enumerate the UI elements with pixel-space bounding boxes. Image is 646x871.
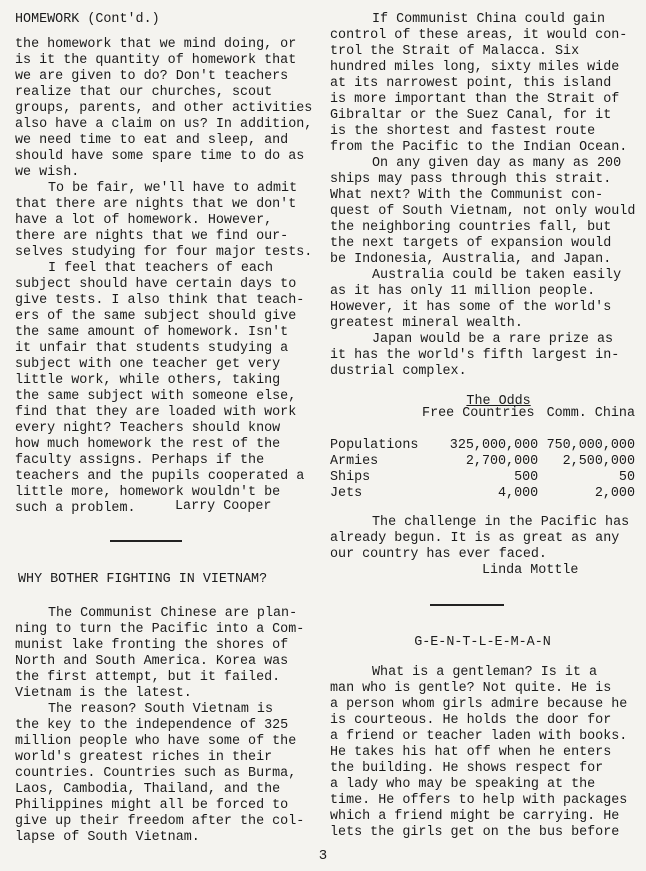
odds-label: Armies (330, 454, 379, 469)
text-line: at its narrowest point, this island (330, 76, 612, 91)
text-line: such a problem. (15, 501, 136, 516)
text-line: is it the quantity of homework that (15, 53, 297, 68)
text-line: hundred miles long, sixty miles wide (330, 60, 620, 75)
text-line: Laos, Cambodia, Thailand, and the (15, 782, 281, 797)
text-line: The reason? South Vietnam is (48, 702, 273, 717)
odds-title: The Odds (466, 394, 531, 409)
text-line: time. He offers to help with packages (330, 793, 628, 808)
text-line: the same amount of homework. Isn't (15, 325, 289, 340)
text-line: On any given day as many as 200 (372, 156, 622, 171)
text-line: the homework that we mind doing, or (15, 37, 297, 52)
text-line: every night? Teachers should know (15, 421, 281, 436)
odds-free-value: 4,000 (498, 486, 539, 501)
text-line: little more, homework wouldn't be (15, 485, 281, 500)
text-line: give up their freedom after the col- (15, 814, 305, 829)
text-line: dustrial complex. (330, 364, 467, 379)
text-line: we need time to eat and sleep, and (15, 133, 289, 148)
text-line: selves studying for four major tests. (15, 245, 313, 260)
text-line: it has the world's fifth largest in- (330, 348, 620, 363)
text-line: should have some spare time to do as (15, 149, 305, 164)
author-signature: Linda Mottle (482, 563, 579, 578)
text-line: subject should have certain days to (15, 277, 297, 292)
odds-row (330, 438, 635, 454)
odds-row (330, 486, 635, 502)
odds-label: Jets (330, 486, 363, 501)
text-line: we wish. (15, 165, 80, 180)
text-line: how much homework the rest of the (15, 437, 281, 452)
odds-label: Populations (330, 438, 419, 453)
text-line: groups, parents, and other activities (15, 101, 313, 116)
text-line: the first attempt, but it failed. (15, 670, 281, 685)
text-line: trol the Strait of Malacca. Six (330, 44, 580, 59)
text-line: the building. He shows respect for (330, 761, 604, 776)
article-heading: WHY BOTHER FIGHTING IN VIETNAM? (18, 572, 268, 587)
text-line: there are nights that we find our- (15, 229, 289, 244)
odds-header-free: Free Countries (422, 406, 535, 421)
odds-china-value: 50 (618, 470, 635, 485)
text-line: we are given to do? Don't teachers (15, 69, 289, 84)
text-line: also have a claim on us? In addition, (15, 117, 313, 132)
text-line: from the Pacific to the Indian Ocean. (330, 140, 628, 155)
page-number: 3 (318, 848, 328, 864)
text-line: North and South America. Korea was (15, 654, 289, 669)
odds-china-value: 2,500,000 (562, 454, 635, 469)
text-line: man who is gentle? Not quite. He is (330, 681, 612, 696)
text-line: If Communist China could gain (372, 12, 606, 27)
odds-free-value: 325,000,000 (449, 438, 539, 453)
odds-free-value: 500 (514, 470, 539, 485)
odds-header-row (330, 406, 635, 422)
text-line: Vietnam is the latest. (15, 686, 192, 701)
text-line: is more important than the Strait of (330, 92, 620, 107)
text-line: give tests. I also think that teach- (15, 293, 305, 308)
text-line: million people who have some of the (15, 734, 297, 749)
odds-china-value: 750,000,000 (546, 438, 635, 453)
text-line: quest of South Vietnam, not only would (330, 204, 636, 219)
text-line: ers of the same subject should give (15, 309, 297, 324)
text-line: ning to turn the Pacific into a Com- (15, 622, 305, 637)
section-divider (110, 540, 182, 542)
text-line: Australia could be taken easily (372, 268, 622, 283)
text-line: a lady who may be speaking at the (330, 777, 596, 792)
text-line: lets the girls get on the bus before (330, 825, 620, 840)
section-divider (430, 604, 504, 606)
text-line: Japan would be a rare prize as (372, 332, 614, 347)
text-line: Philippines might all be forced to (15, 798, 289, 813)
text-line: a friend or teacher laden with books. (330, 729, 628, 744)
text-line: greatest mineral wealth. (330, 316, 523, 331)
odds-label: Ships (330, 470, 371, 485)
article-heading: G-E-N-T-L-E-M-A-N (414, 635, 551, 650)
text-line: which a friend might be carrying. He (330, 809, 620, 824)
text-line: faculty assigns. Perhaps if the (15, 453, 265, 468)
text-line: munist lake fronting the shores of (15, 638, 289, 653)
text-line: it unfair that students studying a (15, 341, 289, 356)
text-line: be Indonesia, Australia, and Japan. (330, 252, 612, 267)
odds-china-value: 2,000 (594, 486, 635, 501)
odds-free-value: 2,700,000 (465, 454, 539, 469)
text-line: control of these areas, it would con- (330, 28, 628, 43)
text-line: the neighboring countries fall, but (330, 220, 612, 235)
text-line: I feel that teachers of each (48, 261, 273, 276)
text-line: as it has only 11 million people. (330, 284, 596, 299)
section-heading: HOMEWORK (Cont'd.) (15, 12, 160, 27)
text-line: the same subject with someone else, (15, 389, 297, 404)
odds-row (330, 470, 635, 486)
text-line: However, it has some of the world's (330, 300, 612, 315)
text-line: world's greatest riches in their (15, 750, 273, 765)
text-line: realize that our churches, scout (15, 85, 273, 100)
text-line: little work, while others, taking (15, 373, 281, 388)
text-line: The challenge in the Pacific has (372, 515, 630, 530)
text-line: countries. Countries such as Burma, (15, 766, 297, 781)
text-line: a person whom girls admire because he (330, 697, 628, 712)
text-line: The Communist Chinese are plan- (48, 606, 298, 621)
text-line: already begun. It is as great as any (330, 531, 620, 546)
text-line: find that they are loaded with work (15, 405, 297, 420)
text-line: teachers and the pupils cooperated a (15, 469, 305, 484)
odds-row (330, 454, 635, 470)
text-line: is the shortest and fastest route (330, 124, 596, 139)
odds-spacer (330, 422, 635, 438)
text-line: He takes his hat off when he enters (330, 745, 612, 760)
odds-header-china: Comm. China (546, 406, 635, 421)
text-line: What is a gentleman? Is it a (372, 665, 597, 680)
text-line: have a lot of homework. However, (15, 213, 273, 228)
text-line: Gibraltar or the Suez Canal, for it (330, 108, 612, 123)
text-line: To be fair, we'll have to admit (48, 181, 298, 196)
text-line: subject with one teacher get very (15, 357, 281, 372)
text-line: that there are nights that we don't (15, 197, 297, 212)
text-line: is courteous. He holds the door for (330, 713, 612, 728)
text-line: the key to the independence of 325 (15, 718, 289, 733)
text-line: ships may pass through this strait. (330, 172, 612, 187)
text-line: lapse of South Vietnam. (15, 830, 200, 845)
odds-table (330, 406, 635, 502)
text-line: What next? With the Communist con- (330, 188, 604, 203)
text-line: the next targets of expansion would (330, 236, 612, 251)
text-line: our country has ever faced. (330, 547, 547, 562)
author-signature: Larry Cooper (175, 499, 272, 514)
odds-header-blank (330, 406, 418, 422)
